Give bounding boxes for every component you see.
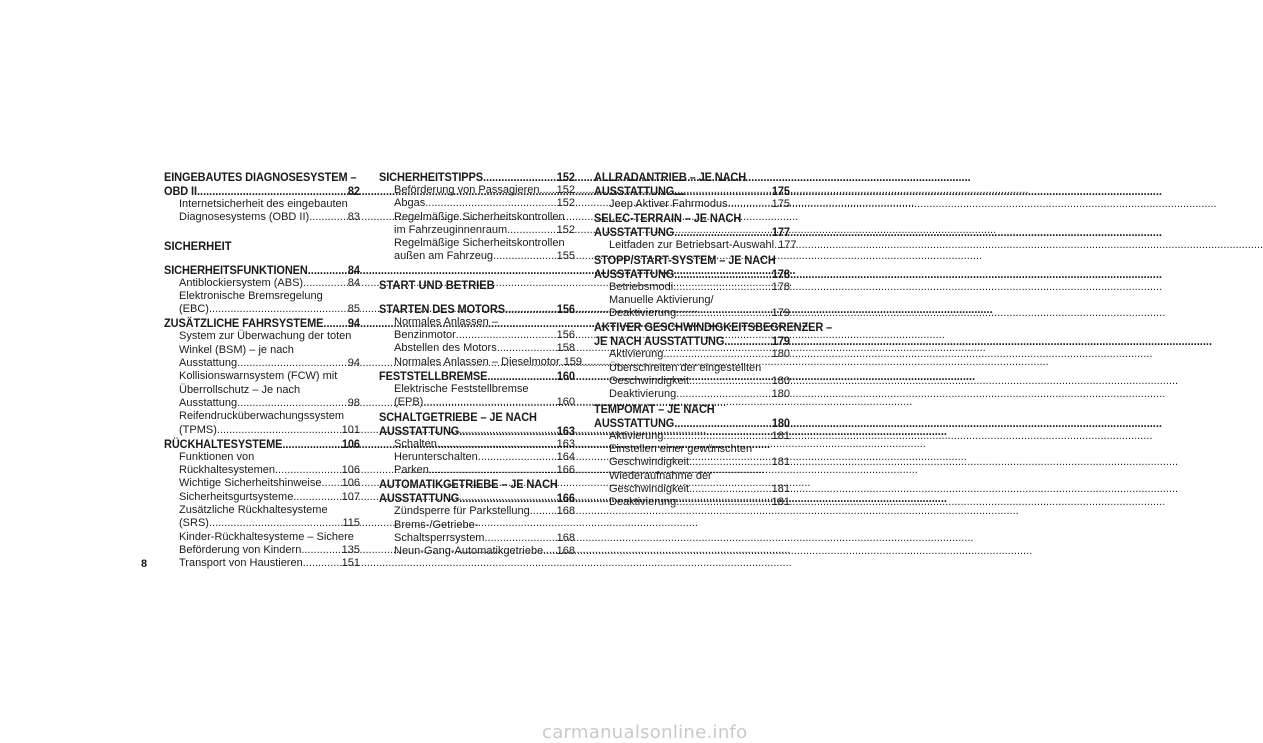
- toc-subentry: [164, 451, 360, 478]
- entry-text: Geschwindigkeit: [609, 456, 690, 469]
- entry-text: Jeep Aktiver Fahrmodus: [609, 198, 728, 210]
- dot-leader: [309, 211, 348, 224]
- page-ref: 166: [556, 464, 575, 477]
- toc-entry-row: [394, 250, 575, 263]
- entry-text: Geschwindigkeit: [609, 482, 690, 495]
- entry-text: Ausstattung: [179, 396, 238, 409]
- toc-subentry: [379, 505, 575, 518]
- toc-entry-row: [379, 369, 575, 383]
- toc-entry-row: [179, 477, 360, 490]
- toc-entry-row: [594, 334, 790, 348]
- entry-text: EINGEBAUTES DIAGNOSESYSTEM –: [164, 170, 357, 184]
- page-ref: 106: [341, 436, 360, 451]
- entry-text: AUSSTATTUNG: [594, 184, 675, 198]
- toc-heading: [594, 253, 790, 281]
- page-ref: 152: [556, 184, 575, 196]
- dot-leader: [217, 424, 342, 437]
- entry-text: AUSSTATTUNG: [594, 266, 675, 281]
- toc-heading: [164, 263, 360, 277]
- toc-heading: [379, 477, 575, 505]
- toc-subentry: [594, 430, 790, 443]
- toc-subentry: [379, 342, 575, 355]
- page-ref: 94: [347, 316, 360, 331]
- dot-leader: [663, 348, 771, 361]
- dot-leader: [487, 369, 557, 383]
- toc-subentry: [164, 410, 360, 437]
- page-ref: 166: [556, 491, 575, 506]
- page-ref: 178: [771, 280, 790, 293]
- toc-heading: [164, 437, 360, 451]
- toc-entry-row: [394, 451, 575, 464]
- toc-entry-row: [394, 505, 575, 518]
- entry-text: Elektrische Feststellbremse: [394, 382, 529, 395]
- toc-heading: [594, 170, 790, 198]
- page-number: 8: [141, 558, 148, 570]
- dot-leader: [275, 464, 342, 477]
- entry-text: Beförderung von Kindern: [179, 543, 302, 556]
- entry-text: Schaltsperrsystem: [394, 532, 485, 545]
- page-ref: 151: [341, 557, 360, 570]
- dot-leader: [478, 451, 557, 464]
- toc-entry-row: [609, 198, 790, 211]
- entry-text: FESTSTELLBREMSE: [379, 368, 488, 383]
- dot-leader: [497, 342, 557, 355]
- dot-leader: [425, 197, 556, 210]
- entry-text: Brems-/Getriebe-: [394, 518, 479, 531]
- toc-subentry: [379, 464, 575, 477]
- page-ref: 168: [556, 545, 575, 558]
- entry-text: Kollisionswarnsystem (FCW) mit: [179, 370, 338, 383]
- toc-subentry: [164, 557, 360, 570]
- page-ref: 179: [771, 307, 790, 320]
- toc-entry-row: [379, 424, 575, 438]
- entry-text: ZUSÄTZLICHE FAHRSYSTEME: [164, 316, 324, 331]
- toc-heading: [164, 316, 360, 330]
- entry-text: Beförderung von Passagieren: [394, 184, 540, 196]
- page-ref: 180: [771, 415, 790, 430]
- toc-entry-row: [609, 348, 790, 361]
- page-ref: 84: [347, 276, 360, 289]
- page-ref: 180: [771, 388, 790, 401]
- dot-leader: [437, 438, 557, 451]
- toc-entry-row: [179, 424, 360, 437]
- entry-text: Rückhaltesystemen: [179, 464, 275, 477]
- toc-column-2: [379, 170, 583, 559]
- toc-heading: [379, 369, 575, 383]
- page-ref: 181: [771, 456, 790, 469]
- page-ref: 180: [771, 348, 790, 361]
- entry-text: Deaktivierung: [609, 496, 677, 509]
- toc-heading: [379, 410, 575, 438]
- toc-entry-row: [379, 302, 575, 316]
- entry-text: AUSSTATTUNG: [379, 491, 460, 506]
- entry-text: TEMPOMAT – JE NACH: [594, 401, 715, 416]
- entry-text: Benzinmotor: [394, 329, 456, 342]
- entry-text: Elektronische Bremsregelung: [179, 289, 323, 302]
- dot-leader: [676, 307, 771, 320]
- page-ref: 155: [556, 250, 575, 263]
- entry-text: AUSSTATTUNG: [379, 423, 460, 438]
- page-ref: 156: [556, 329, 575, 342]
- dot-leader: [484, 532, 556, 545]
- entry-text: Transport von Haustieren: [179, 557, 303, 570]
- entry-text: Normales Anlassen –: [394, 315, 498, 328]
- toc-entry-row: [609, 456, 790, 469]
- page-ref: 94: [347, 357, 360, 370]
- entry-text: im Fahrzeuginnenraum: [394, 223, 508, 236]
- entry-text: Parken: [394, 464, 429, 477]
- entry-text: Aktivierung: [609, 429, 664, 442]
- dot-leader: [543, 545, 556, 558]
- entry-text: (EPB): [394, 396, 424, 409]
- entry-text: (EBC): [179, 303, 209, 316]
- page-ref: 115: [342, 517, 360, 530]
- toc-entry-row: [394, 224, 575, 237]
- entry-text: Zusätzliche Rückhaltesysteme: [179, 504, 328, 517]
- dot-leader: [663, 430, 771, 443]
- dot-leader: [483, 170, 557, 184]
- entry-text: Funktionen von: [179, 450, 255, 463]
- toc-entry-row: [594, 416, 790, 430]
- dot-leader: [505, 302, 557, 316]
- toc-heading: [164, 170, 360, 198]
- toc-entry-row: [179, 557, 360, 570]
- toc-entry-row: [594, 225, 790, 239]
- toc-entry-row: [179, 397, 360, 410]
- toc-entry-row: [609, 388, 790, 401]
- page-ref: 163: [556, 437, 575, 450]
- toc-entry-row: [594, 184, 790, 198]
- dot-leader: [459, 491, 557, 505]
- page-ref: 181: [771, 496, 790, 509]
- dot-leader: [689, 375, 772, 388]
- toc-entry-row: [164, 184, 360, 198]
- toc-entry-row: [164, 263, 360, 277]
- entry-text: Sicherheitsgurtsysteme: [179, 490, 294, 503]
- entry-text: Aktivierung: [609, 348, 664, 361]
- toc-heading: [594, 211, 790, 239]
- dot-leader: [530, 505, 557, 518]
- entry-text: Herunterschalten: [394, 450, 478, 463]
- toc-subentry: [164, 491, 360, 504]
- entry-text: Wiederaufnahme der: [609, 469, 712, 482]
- toc-entry-row: [394, 184, 575, 197]
- page-ref: 84: [347, 262, 360, 277]
- page-ref: 82: [347, 184, 360, 198]
- page-ref: 181: [771, 482, 790, 495]
- toc-subentry: [379, 519, 575, 546]
- toc-entry-row: [394, 545, 575, 558]
- entry-text: STOPP/START-SYSTEM – JE NACH: [594, 252, 776, 267]
- entry-text: RÜCKHALTESYSTEME: [164, 436, 283, 451]
- entry-text: AUSSTATTUNG: [594, 225, 675, 240]
- entry-text: SICHERHEITSFUNKTIONEN: [164, 262, 308, 277]
- page-ref: 163: [556, 423, 575, 438]
- toc-subentry: [379, 545, 575, 558]
- page-ref: 179: [771, 334, 790, 349]
- toc-subentry: [379, 438, 575, 451]
- entry-text: SICHERHEITSTIPPS: [379, 170, 483, 184]
- toc-subentry: [594, 443, 790, 470]
- toc-entry-row: [179, 491, 360, 504]
- entry-text: START UND BETRIEB: [379, 277, 495, 292]
- toc-subentry: [379, 316, 575, 343]
- toc-subentry: [594, 496, 790, 509]
- entry-text: Abstellen des Motors: [394, 342, 497, 355]
- toc-subentry: [379, 383, 575, 410]
- toc-subentry: [164, 370, 360, 410]
- page-ref: 106: [341, 464, 360, 477]
- dot-leader: [540, 184, 557, 197]
- page-ref: 180: [771, 375, 790, 388]
- entry-text: SICHERHEIT: [164, 238, 232, 253]
- page-ref: 178: [771, 266, 790, 281]
- dot-leader: [674, 225, 772, 239]
- section-title: [379, 278, 561, 292]
- toc-heading: [594, 402, 790, 430]
- toc-entry-row: [164, 437, 360, 451]
- toc-entry-row: [179, 303, 360, 316]
- toc-subentry: [379, 237, 575, 264]
- dot-leader: [507, 224, 557, 237]
- entry-text: Regelmäßige Sicherheitskontrollen: [394, 210, 565, 223]
- toc-entry-row: [394, 355, 583, 369]
- toc-subentry: [379, 184, 575, 197]
- entry-text: Reifendrucküberwachungssystem: [179, 410, 345, 423]
- entry-text: Kinder-Rückhaltesysteme – Sichere: [179, 530, 354, 543]
- entry-text: STARTEN DES MOTORS: [379, 301, 505, 316]
- dot-leader: [293, 491, 341, 504]
- entry-text: System zur Überwachung der toten: [179, 330, 352, 343]
- dot-leader: [209, 303, 348, 316]
- toc-column-3: [594, 170, 833, 509]
- section-title: [164, 239, 346, 253]
- page-ref: 168: [556, 505, 575, 518]
- page-ref: 152: [556, 223, 575, 236]
- toc-subentry: [164, 504, 360, 531]
- entry-text: Manuelle Aktivierung/: [609, 293, 714, 306]
- page-ref: 181: [771, 429, 790, 442]
- dot-leader: [728, 198, 772, 211]
- page-ref: 158: [556, 342, 575, 355]
- entry-text: außen am Fahrzeug: [394, 250, 494, 263]
- entry-text: Ausstattung: [179, 357, 238, 370]
- entry-text: Antiblockiersystem (ABS): [179, 276, 304, 289]
- entry-text: Normales Anlassen – Dieselmotor: [394, 355, 560, 368]
- entry-text: Zündsperre für Parkstellung: [394, 505, 530, 518]
- toc-entry-row: [394, 396, 575, 409]
- entry-text: Winkel (BSM) – je nach: [179, 343, 294, 356]
- page-ref: 152: [556, 170, 575, 184]
- entry-text: Leitfaden zur Betriebsart-Auswahl: [609, 239, 775, 252]
- toc-entry-row: [609, 239, 797, 252]
- page-ref: 98: [347, 396, 360, 409]
- dot-leader: [673, 281, 771, 294]
- toc-entry-row: [379, 170, 575, 184]
- dot-leader: [459, 424, 557, 438]
- entry-text: Deaktivierung: [609, 307, 677, 320]
- entry-text: Schalten: [394, 437, 437, 450]
- entry-text: Diagnosesystems (OBD II): [179, 211, 310, 224]
- toc-entry-row: [609, 307, 790, 320]
- page-ref: 177: [771, 225, 790, 240]
- toc-subentry: [594, 198, 790, 211]
- toc-subentry: [594, 470, 790, 497]
- dot-leader: [674, 184, 772, 198]
- toc-entry-row: [594, 267, 790, 281]
- toc-entry-row: [394, 464, 575, 477]
- entry-text: SCHALTGETRIEBE – JE NACH: [379, 409, 537, 424]
- dot-leader: [689, 483, 772, 496]
- page-ref: 164: [556, 450, 575, 463]
- entry-text: Geschwindigkeit: [609, 375, 690, 388]
- entry-text: JE NACH AUSSTATTUNG: [594, 334, 725, 349]
- dot-leader: [676, 388, 771, 401]
- toc-entry-row: [179, 464, 360, 477]
- entry-text: AUTOMATIKGETRIEBE – JE NACH: [379, 477, 558, 492]
- toc-subentry: [164, 277, 360, 290]
- page-ref: 160: [556, 396, 575, 409]
- dot-leader: [429, 464, 557, 477]
- toc-subentry: [594, 388, 790, 401]
- page-ref: 135: [341, 543, 360, 556]
- entry-text: Wichtige Sicherheitshinweise: [179, 477, 322, 490]
- toc-entry-row: [164, 316, 360, 330]
- toc-subentry: [594, 281, 790, 294]
- watermark: carmanualsonline.info: [542, 722, 748, 743]
- page-ref: 152: [556, 197, 575, 210]
- entry-text: OBD II: [164, 184, 197, 198]
- page-ref: 85: [347, 303, 360, 316]
- toc-entry-row: [609, 375, 790, 388]
- toc-entry-row: [179, 544, 360, 557]
- dot-leader: [674, 416, 772, 430]
- toc-entry-row: [179, 357, 360, 370]
- page-ref: 177: [778, 239, 797, 252]
- toc-entry-row: [394, 342, 575, 355]
- page-ref: 156: [556, 301, 575, 316]
- toc-entry-row: [394, 329, 575, 342]
- toc-heading: [594, 320, 833, 349]
- dot-leader: [237, 397, 348, 410]
- toc-entry-row: [609, 430, 790, 443]
- toc-subentry: [164, 330, 360, 370]
- toc-subentry: [379, 451, 575, 464]
- toc-entry-row: [609, 483, 790, 496]
- toc-subentry: [164, 290, 360, 317]
- toc-subentry: [164, 198, 360, 225]
- toc-heading: [379, 170, 575, 184]
- toc-entry-row: [179, 277, 360, 290]
- toc-entry-row: [609, 281, 790, 294]
- toc-subentry: [379, 197, 575, 210]
- entry-text: Deaktivierung: [609, 388, 677, 401]
- toc-subentry: [594, 362, 790, 389]
- toc-subentry: [594, 239, 797, 252]
- toc-subentry: [164, 531, 360, 558]
- toc-entry-row: [394, 438, 575, 451]
- dot-leader: [303, 557, 342, 570]
- entry-text: (SRS): [179, 517, 209, 530]
- dot-leader: [674, 267, 772, 281]
- entry-text: AKTIVER GESCHWINDIGKEITSBEGRENZER –: [594, 320, 833, 335]
- entry-text: Neun-Gang-Automatikgetriebe: [394, 545, 544, 558]
- toc-subentry: [379, 355, 583, 369]
- page-ref: 175: [771, 198, 790, 210]
- toc-heading: [379, 302, 575, 316]
- dot-leader: [493, 250, 557, 263]
- entry-text: AUSSTATTUNG: [594, 415, 675, 430]
- toc-entry-row: [394, 532, 575, 545]
- dot-leader: [301, 544, 341, 557]
- dot-leader: [303, 277, 348, 290]
- dot-leader: [323, 316, 348, 330]
- page-ref: 160: [556, 368, 575, 383]
- toc-subentry: [164, 477, 360, 490]
- dot-leader: [676, 496, 771, 509]
- entry-text: Betriebsmodi: [609, 280, 674, 293]
- dot-leader: [209, 517, 343, 530]
- page-ref: 168: [556, 532, 575, 545]
- toc-column-1: [164, 170, 360, 571]
- toc-entry-row: [179, 517, 360, 530]
- page-ref: 107: [341, 490, 360, 503]
- entry-text: Einstellen einer gewünschten: [609, 442, 753, 455]
- page-ref: 83: [347, 211, 360, 224]
- dot-leader: [237, 357, 348, 370]
- dot-leader: [197, 184, 348, 198]
- toc-subentry: [594, 348, 790, 361]
- dot-leader: [724, 334, 772, 348]
- page-ref: 101: [341, 423, 360, 436]
- entry-text: Überrollschutz – Je nach: [179, 383, 301, 396]
- toc-subentry: [594, 294, 790, 321]
- entry-text: Überschreiten der eingestellten: [609, 361, 762, 374]
- dot-leader: [282, 437, 342, 451]
- entry-text: SELEC-TERRAIN – JE NACH: [594, 211, 742, 226]
- page-ref: 106: [341, 477, 360, 490]
- entry-text: Abgas: [394, 197, 426, 210]
- toc-entry-row: [379, 491, 575, 505]
- entry-text: (TPMS): [179, 423, 217, 436]
- dot-leader: [321, 477, 341, 490]
- toc-subentry: [379, 211, 575, 238]
- toc-entry-row: [394, 197, 575, 210]
- entry-text: Internetsicherheit des eingebauten: [179, 198, 348, 210]
- dot-leader: [689, 456, 772, 469]
- toc-entry-row: [179, 211, 360, 224]
- dot-leader: [308, 263, 348, 277]
- entry-text: Regelmäßige Sicherheitskontrollen: [394, 237, 565, 250]
- page-ref: 159: [563, 355, 583, 368]
- toc-entry-row: [609, 496, 790, 509]
- dot-leader: [456, 329, 557, 342]
- dot-leader: [423, 396, 556, 409]
- page-ref: 175: [771, 184, 790, 198]
- entry-text: ALLRADANTRIEB – JE NACH: [594, 170, 747, 184]
